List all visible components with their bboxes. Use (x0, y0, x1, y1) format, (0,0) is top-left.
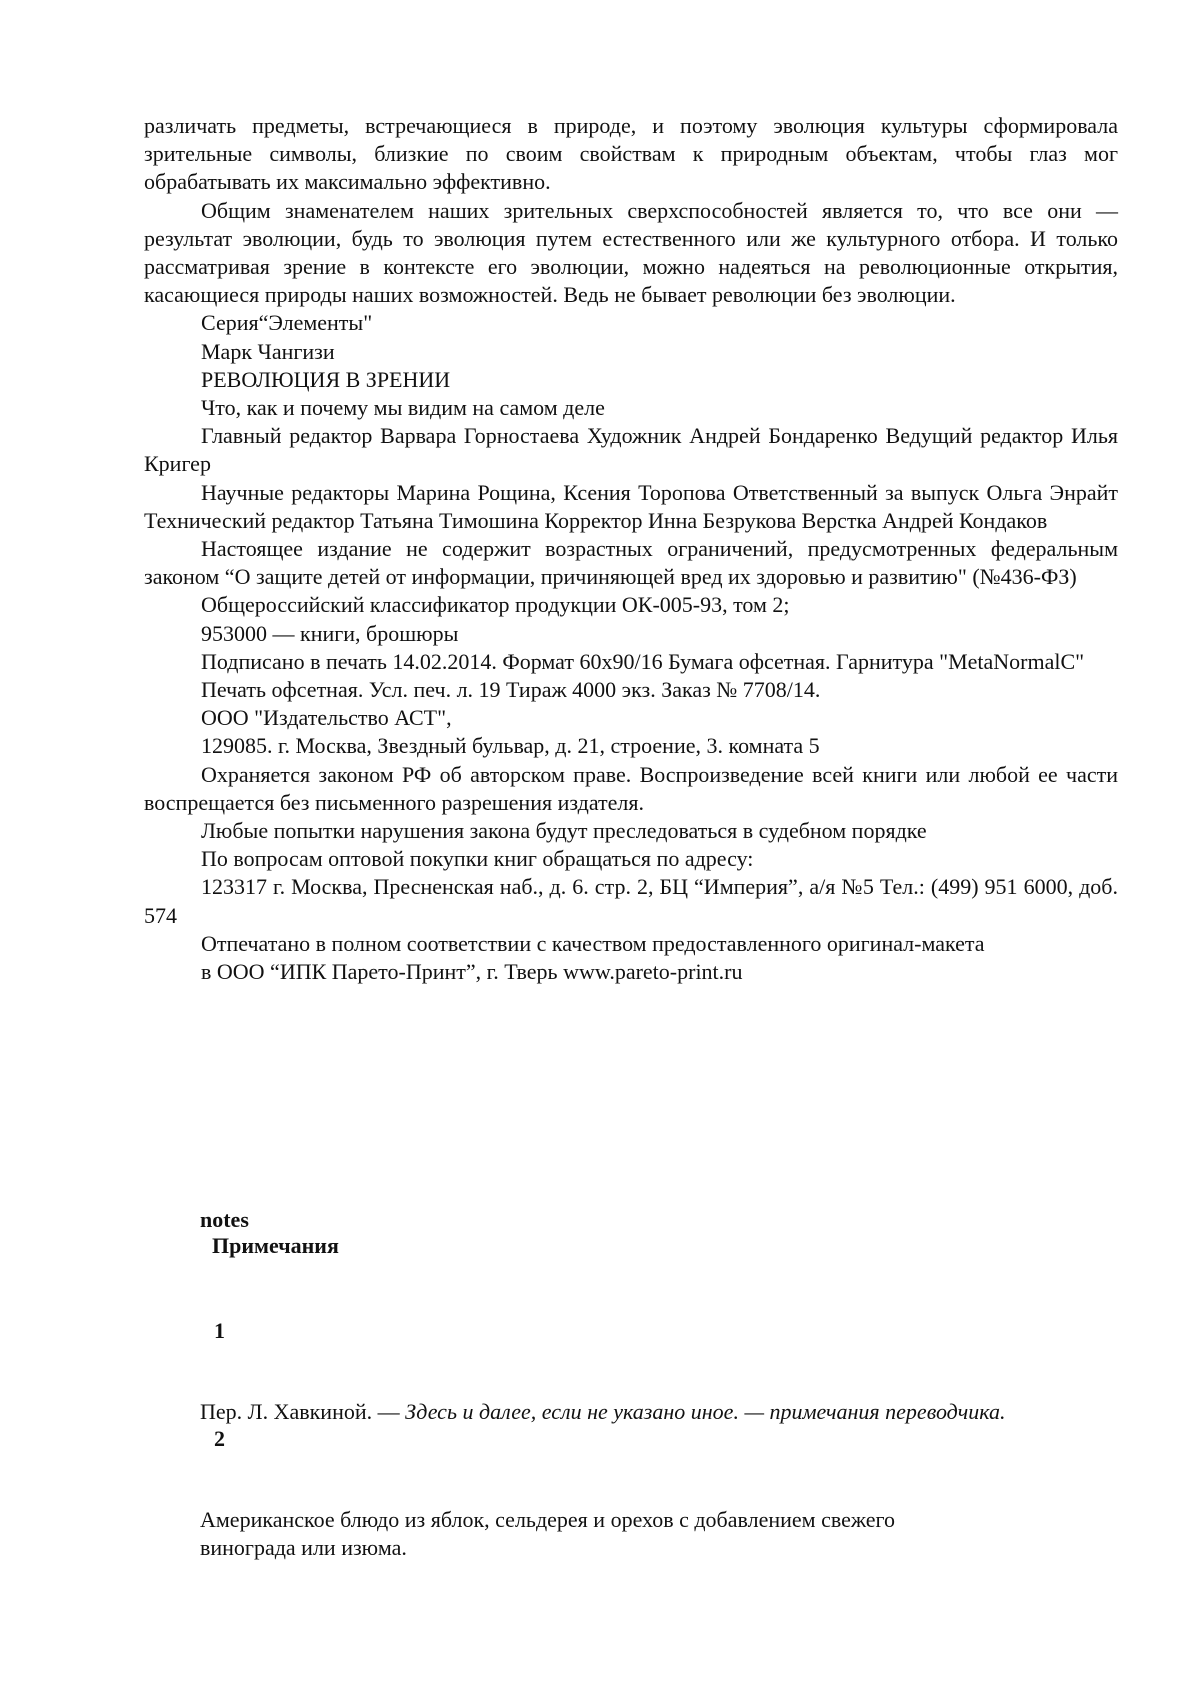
book-title: РЕВОЛЮЦИЯ В ЗРЕНИИ (201, 366, 451, 392)
printed-note: Отпечатано в полном соответствии с качеством предоставленного оригинал-макета (201, 930, 985, 956)
note-number-1: 1 (214, 1318, 225, 1343)
scientific-editors-line: Научные редакторы Марина Рощина, Ксения Торопова Ответственный за выпуск Ольга Энрайт Технический редактор Татьяна Тимошина Корректор Инна Безрукова Верстка Андрей Кондаков (144, 479, 1118, 533)
notes-section (200, 1207, 1118, 1259)
note-1-plain: Пер. Л. Хавкиной. — (200, 1399, 406, 1424)
note-text-2 (200, 1506, 980, 1562)
copyright-notice: Охраняется законом РФ об авторском праве. Воспроизведение всей книги или любой ее части воспрещается без письменного разрешения издателя. (144, 761, 1118, 815)
note-1-italic: Здесь и далее, если не указано иное. — примечания переводчика. (405, 1399, 1006, 1424)
publisher-line: ООО "Издательство АСТ", (201, 705, 452, 731)
editors-line: Главный редактор Варвара Горностаева Художник Андрей Бондаренко Ведущий редактор Илья Кригер (144, 423, 1118, 477)
notes-section-id: notes (200, 1207, 249, 1232)
notes-title: Примечания (212, 1233, 339, 1258)
paragraph-2: Общим знаменателем наших зрительных сверхспособностей является то, что все они — результат эволюции, будь то эволюция путем естественного или же культурного отбора. И только рассматривая зрение в контексте его эволюции, можно надеяться на революционные открытия, касающиеся природы наших возможностей. Ведь не бывает революции без эволюции. (144, 197, 1118, 308)
note-text-1 (200, 1398, 1118, 1426)
printer-line: в ООО “ИПК Парето-Принт”, г. Тверь www.pareto-print.ru (201, 959, 743, 985)
print-signed-line: Подписано в печать 14.02.2014. Формат 60x90/16 Бумага офсетная. Гарнитура "MetaNormalC" (201, 648, 1085, 674)
classifier-code-line: 953000 — книги, брошюры (201, 620, 459, 646)
wholesale-line: По вопросам оптовой покупки книг обращаться по адресу: (201, 846, 754, 872)
legal-warning: Любые попытки нарушения закона будут преследоваться в судебном порядке (201, 818, 927, 844)
publisher-address: 129085. г. Москва, Звездный бульвар, д. 21, строение, 3. комната 5 (201, 733, 820, 759)
author-line: Марк Чангизи (201, 338, 335, 364)
document-body (144, 112, 1118, 986)
age-restriction-note: Настоящее издание не содержит возрастных ограничений, предусмотренных федеральным законом “О защите детей от информации, причиняющей вред их здоровью и развитию" (№436-ФЗ) (144, 536, 1118, 590)
wholesale-address: 123317 г. Москва, Пресненская наб., д. 6. стр. 2, БЦ “Империя”, а/я №5 Тел.: (499) 951 6000, доб. 574 (144, 874, 1118, 928)
print-run-line: Печать офсетная. Усл. печ. л. 19 Тираж 4000 экз. Заказ № 7708/14. (201, 677, 821, 703)
classifier-line: Общероссийский классификатор продукции ОК-005-93, том 2; (201, 592, 790, 618)
note-2-plain: Американское блюдо из яблок, сельдерея и орехов с добавлением свежего винограда или изюма. (200, 1507, 896, 1560)
series-line: Серия“Элементы" (201, 310, 373, 336)
book-subtitle: Что, как и почему мы видим на самом деле (201, 395, 605, 421)
paragraph-1: различать предметы, встречающиеся в природе, и поэтому эволюция культуры сформировала зрительные символы, близкие по своим свойствам к природным объектам, чтобы глаз мог обрабатывать их максимально эффективно. (144, 113, 1118, 195)
note-number-2: 2 (214, 1426, 225, 1451)
